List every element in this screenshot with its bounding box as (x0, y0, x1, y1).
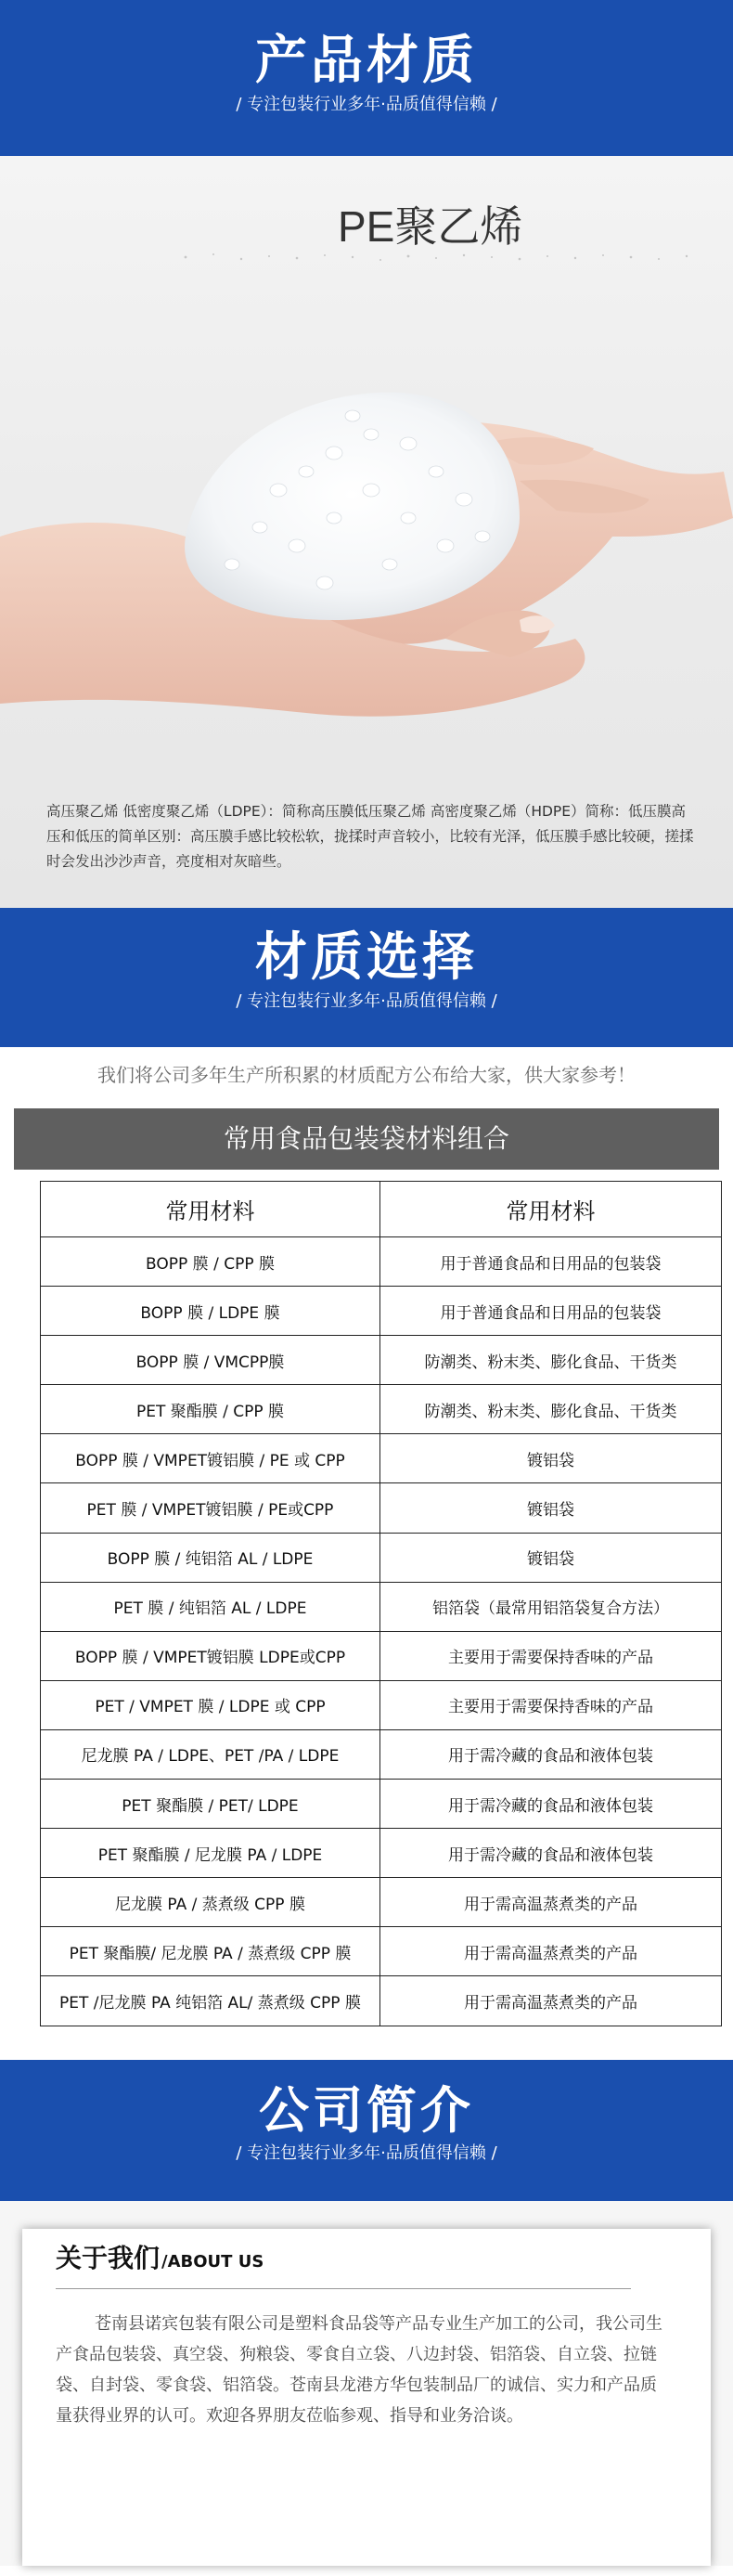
about-divider (56, 2288, 631, 2289)
hero-section (0, 156, 733, 908)
usage-cell: 防潮类、粉末类、膨化食品、干货类 (380, 1336, 722, 1385)
table-row (41, 1336, 722, 1385)
material-cell: PET 聚酯膜 / 尼龙膜 PA / LDPE (41, 1829, 380, 1878)
usage-cell: 主要用于需要保持香味的产品 (380, 1631, 722, 1680)
column-header: 常用材料 (380, 1182, 722, 1237)
material-cell: 尼龙膜 PA / 蒸煮级 CPP 膜 (41, 1878, 380, 1927)
hands-with-pellets-image (0, 304, 733, 769)
banner-product-material (0, 0, 733, 156)
material-cell: PET 聚酯膜/ 尼龙膜 PA / 蒸煮级 CPP 膜 (41, 1927, 380, 1976)
usage-cell: 用于普通食品和日用品的包装袋 (380, 1287, 722, 1336)
about-body: 苍南县诺宾包装有限公司是塑料食品袋等产品专业生产加工的公司，我公司生产食品包装袋、真空袋、狗粮袋、零食自立袋、八边封袋、铝箔袋、自立袋、拉链袋、自封袋、零食袋、铝箔袋。苍南县龙港方华包装制品厂的诚信、实力和产品质量获得业界的认可。欢迎各界朋友莅临参观、指导和业务洽谈。 (56, 2313, 662, 2426)
material-cell: BOPP 膜 / LDPE 膜 (41, 1287, 380, 1336)
table-row (41, 1483, 722, 1533)
decorative-dot-strip (176, 249, 696, 265)
usage-cell: 镀铝袋 (380, 1434, 722, 1483)
table-row (41, 1287, 722, 1336)
material-cell: PET 膜 / VMPET镀铝膜 / PE或CPP (41, 1483, 380, 1533)
usage-cell: 铝箔袋（最常用铝箔袋复合方法） (380, 1582, 722, 1631)
table-row (41, 1434, 722, 1483)
usage-cell: 镀铝袋 (380, 1533, 722, 1582)
table-row (41, 1878, 722, 1927)
material-cell: PET 膜 / 纯铝箔 AL / LDPE (41, 1582, 380, 1631)
table-row (41, 1927, 722, 1976)
banner-material-choice (0, 908, 733, 1047)
hero-label: PE聚乙烯 (338, 202, 523, 251)
table-row (41, 1729, 722, 1779)
banner-company-profile (0, 2060, 733, 2201)
material-cell: BOPP 膜 / VMCPP膜 (41, 1336, 380, 1385)
table-row (41, 1680, 722, 1729)
table-header-row (41, 1182, 722, 1237)
usage-cell: 镀铝袋 (380, 1483, 722, 1533)
material-cell: PET 聚酯膜 / CPP 膜 (41, 1385, 380, 1434)
table-row (41, 1533, 722, 1582)
banner-subtitle: / 专注包装行业多年·品质值得信赖 / (236, 2142, 497, 2163)
about-heading (56, 2238, 264, 2275)
banner-title: 公司简介 (259, 2080, 474, 2140)
section-gap (0, 2026, 733, 2060)
material-cell: BOPP 膜 / VMPET镀铝膜 / PE 或 CPP (41, 1434, 380, 1483)
material-cell: 尼龙膜 PA / LDPE、PET /PA / LDPE (41, 1729, 380, 1779)
material-cell: BOPP 膜 / 纯铝箔 AL / LDPE (41, 1533, 380, 1582)
banner-subtitle: / 专注包装行业多年·品质值得信赖 / (236, 95, 497, 114)
about-title-en: /ABOUT US (161, 2251, 264, 2272)
table-row (41, 1976, 722, 2026)
material-cell: BOPP 膜 / VMPET镀铝膜 LDPE或CPP (41, 1631, 380, 1680)
table-row (41, 1631, 722, 1680)
table-title: 常用食品包装袋材料组合 (14, 1108, 719, 1170)
table-row (41, 1582, 722, 1631)
material-cell: BOPP 膜 / CPP 膜 (41, 1237, 380, 1287)
banner-title: 产品材质 (255, 31, 478, 91)
table-row (41, 1237, 722, 1287)
usage-cell: 用于需冷藏的食品和液体包装 (380, 1780, 722, 1829)
intro-text: 我们将公司多年生产所积累的材质配方公布给大家，供大家参考！ (97, 1064, 636, 1086)
usage-cell: 用于需冷藏的食品和液体包装 (380, 1729, 722, 1779)
usage-cell: 用于需冷藏的食品和液体包装 (380, 1829, 722, 1878)
about-section (0, 2201, 733, 2566)
material-cell: PET 聚酯膜 / PET/ LDPE (41, 1780, 380, 1829)
table-row (41, 1780, 722, 1829)
material-table-section (14, 1108, 719, 2026)
usage-cell: 用于普通食品和日用品的包装袋 (380, 1237, 722, 1287)
about-title: 关于我们 (56, 2242, 161, 2273)
banner-subtitle: / 专注包装行业多年·品质值得信赖 / (236, 991, 497, 1011)
usage-cell: 主要用于需要保持香味的产品 (380, 1680, 722, 1729)
material-cell: PET / VMPET 膜 / LDPE 或 CPP (41, 1680, 380, 1729)
material-description: 高压聚乙烯 低密度聚乙烯（LDPE）：简称高压膜低压聚乙烯 高密度聚乙烯（HDPE）简称：低压膜高压和低压的简单区别：高压膜手感比较松软，拢揉时声音较小，比较有光泽，低压膜手感比较硬，搓揉时会发出沙沙声音，亮度相对灰暗些。 (46, 803, 694, 870)
usage-cell: 用于需高温蒸煮类的产品 (380, 1878, 722, 1927)
usage-cell: 用于需高温蒸煮类的产品 (380, 1927, 722, 1976)
usage-cell: 用于需高温蒸煮类的产品 (380, 1976, 722, 2026)
column-header: 常用材料 (41, 1182, 380, 1237)
banner-title: 材质选择 (255, 927, 478, 988)
material-cell: PET /尼龙膜 PA 纯铝箔 AL/ 蒸煮级 CPP 膜 (41, 1976, 380, 2026)
table-row (41, 1385, 722, 1434)
usage-cell: 防潮类、粉末类、膨化食品、干货类 (380, 1385, 722, 1434)
table-row (41, 1829, 722, 1878)
material-table (40, 1181, 722, 2026)
